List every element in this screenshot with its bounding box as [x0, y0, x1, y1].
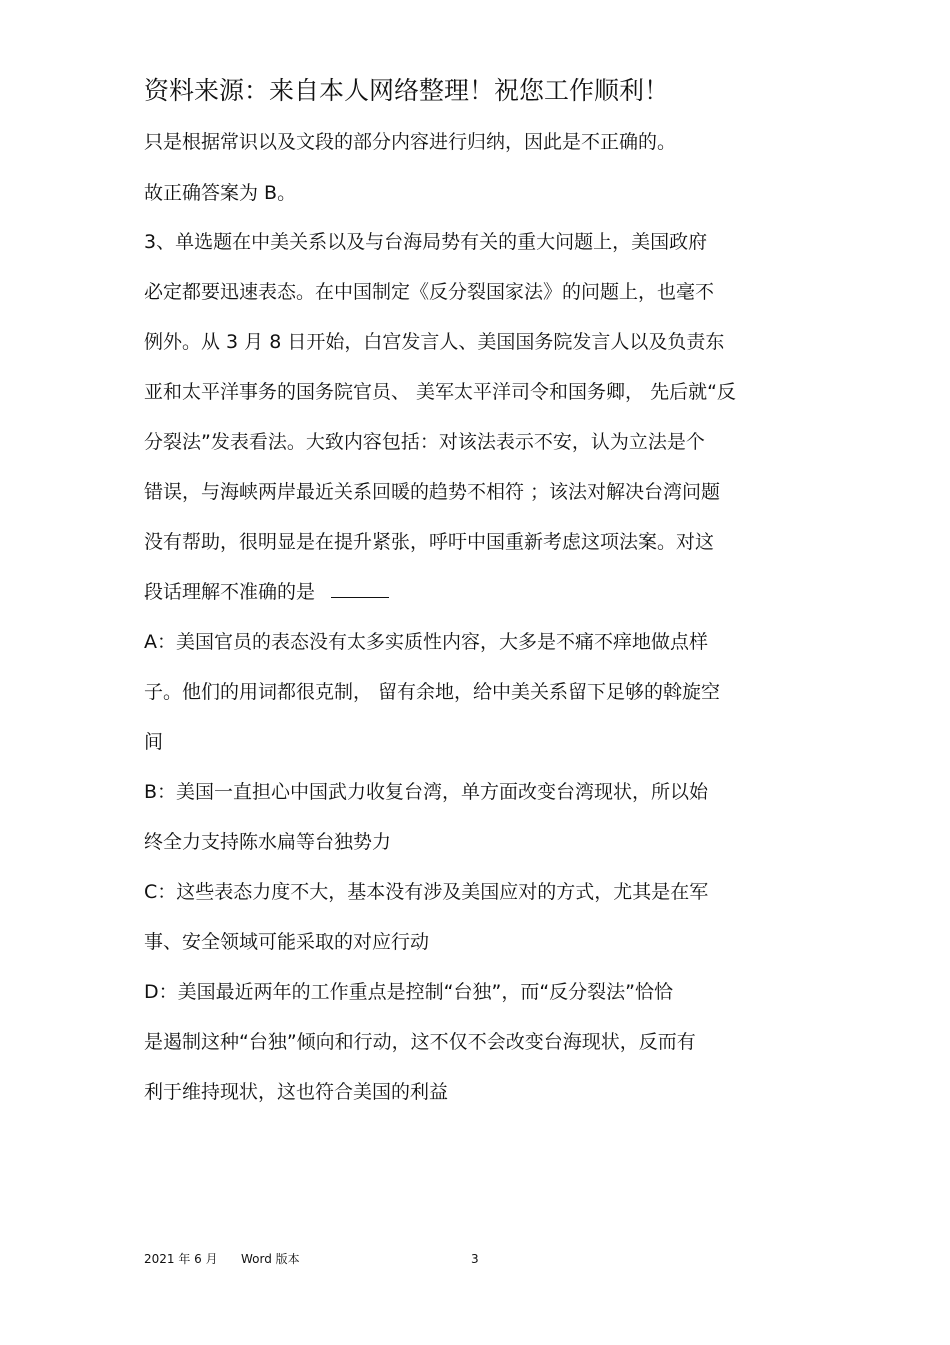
question-3-line-2: 必定都要迅速表态。在中国制定《反分裂国家法》的问题上，也毫不: [144, 281, 715, 303]
option-c-line-1: C：这些表态力度不大，基本没有涉及美国应对的方式，尤其是在军: [144, 881, 709, 903]
footer-date: 2021 年 6 月: [144, 1252, 218, 1266]
option-a-line-2: 子。他们的用词都很克制， 留有余地，给中美关系留下足够的斡旋空: [144, 681, 721, 703]
footer-version: Word 版本: [241, 1252, 300, 1266]
option-d-line-2: 是遏制这种“台独”倾向和行动，这不仅不会改变台海现状，反而有: [144, 1031, 696, 1053]
option-c-line-2: 事、安全领域可能采取的对应行动: [144, 931, 430, 953]
question-prompt: 段话理解不准确的是: [144, 581, 316, 603]
text-line-1: 只是根据常识以及文段的部分内容进行归纳，因此是不正确的。: [144, 131, 677, 153]
option-a-line-3: 间: [144, 731, 164, 753]
option-b-line-2: 终全力支持陈水扁等台独势力: [144, 831, 392, 853]
question-3-line-4: 亚和太平洋事务的国务院官员、 美军太平洋司令和国务卿， 先后就“反: [144, 381, 736, 403]
question-3-line-3: 例外。从 3 月 8 日开始，白宫发言人、美国国务院发言人以及负责东: [144, 331, 725, 353]
option-d-line-1: D：美国最近两年的工作重点是控制“台独”，而“反分裂法”恰恰: [144, 981, 674, 1003]
option-d-line-3: 利于维持现状，这也符合美国的利益: [144, 1081, 449, 1103]
option-a-line-1: A：美国官员的表态没有太多实质性内容，大多是不痛不痒地做点样: [144, 631, 708, 653]
answer-blank: [331, 579, 389, 598]
question-3-line-6: 错误，与海峡两岸最近关系回暖的趋势不相符 ；该法对解决台湾问题: [144, 481, 721, 503]
question-3-line-1: 3、单选题在中美关系以及与台海局势有关的重大问题上，美国政府: [144, 231, 708, 253]
question-3-line-7: 没有帮助，很明显是在提升紧张，呼吁中国重新考虑这项法案。对这: [144, 531, 715, 553]
question-3-line-8: [144, 579, 389, 605]
option-b-line-1: B：美国一直担心中国武力收复台湾，单方面改变台湾现状，所以始: [144, 781, 709, 803]
document-header: 资料来源：来自本人网络整理！祝您工作顺利！: [144, 76, 670, 105]
text-line-2: 故正确答案为 B。: [144, 182, 297, 204]
question-3-line-5: 分裂法”发表看法。大致内容包括：对该法表示不安，认为立法是个: [144, 431, 705, 453]
footer-page-number: 3: [471, 1252, 479, 1266]
